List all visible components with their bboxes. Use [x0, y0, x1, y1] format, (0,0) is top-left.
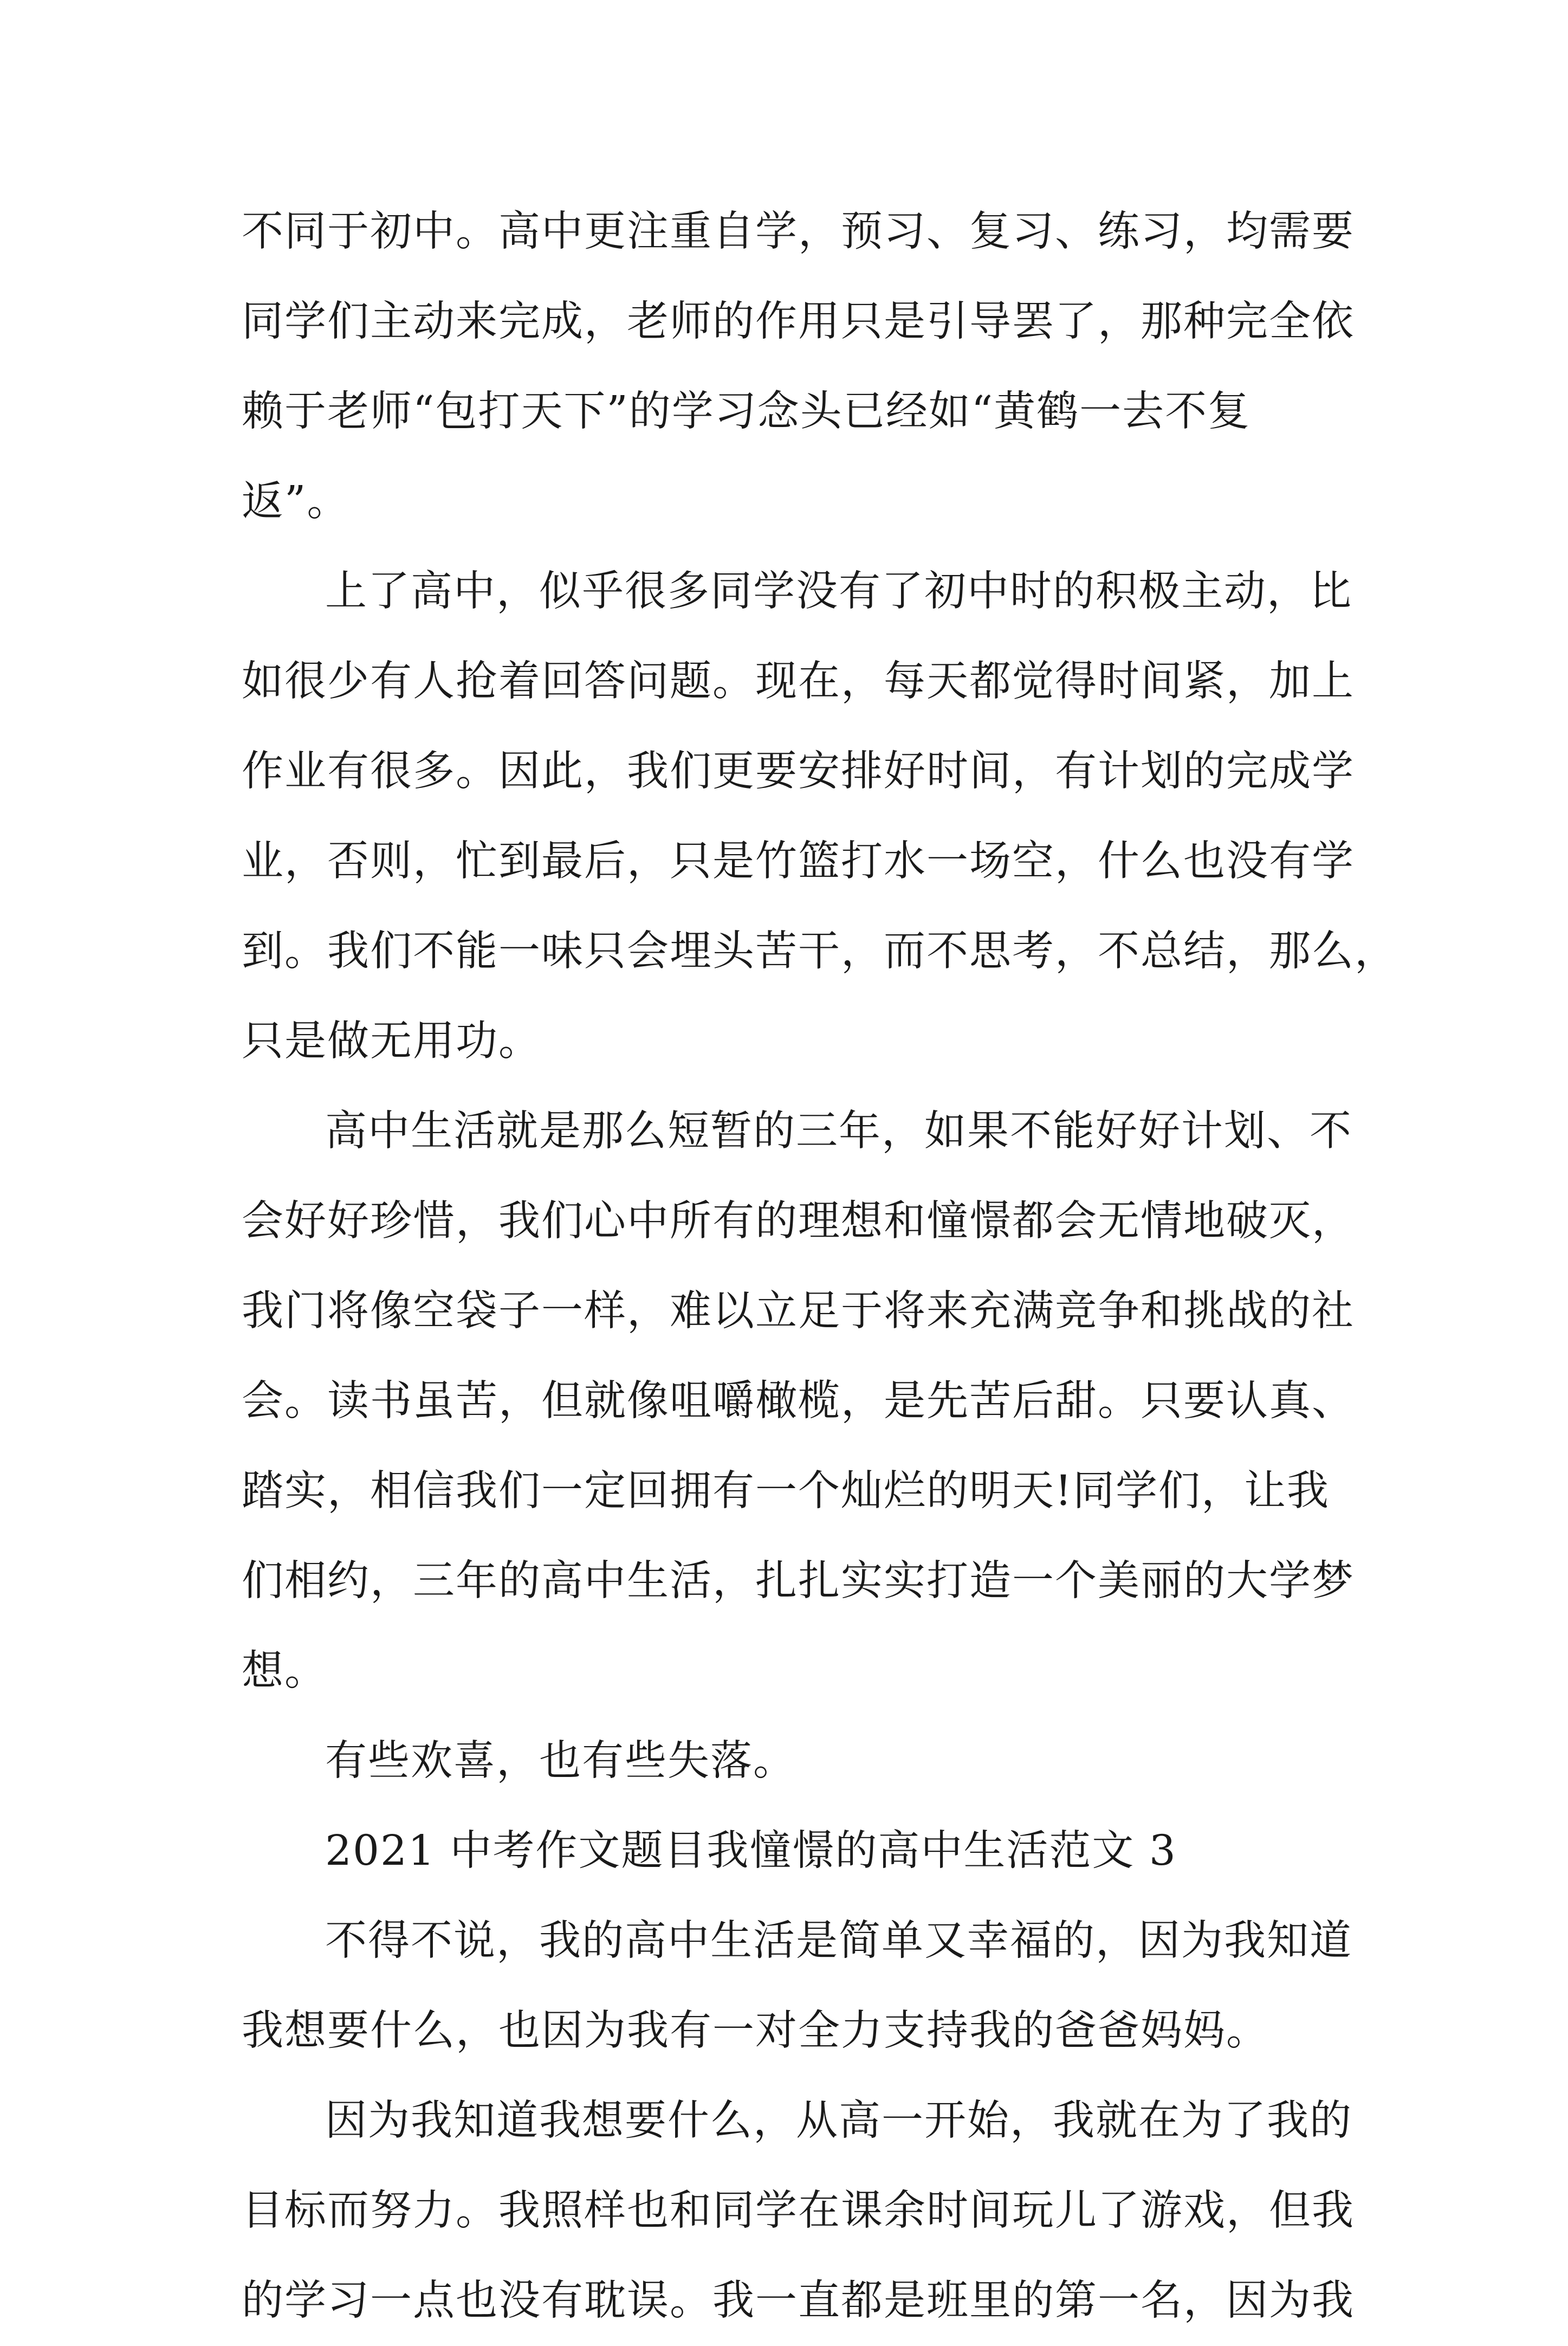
text-line: 们相约，三年的高中生活，扎扎实实打造一个美丽的大学梦 — [242, 1557, 1355, 1605]
paragraph-start-line: 上了高中，似乎很多同学没有了初中时的积极主动，比 — [325, 567, 1352, 616]
section-heading: 2021 中考作文题目我憧憬的高中生活范文 3 — [325, 1827, 1177, 1875]
text-line: 目标而努力。我照样也和同学在课余时间玩儿了游戏，但我 — [242, 2187, 1355, 2235]
text-line: 我门将像空袋子一样，难以立足于将来充满竞争和挑战的社 — [242, 1287, 1355, 1335]
text-line: 会。读书虽苦，但就像咀嚼橄榄，是先苦后甜。只要认真、 — [242, 1377, 1355, 1425]
text-line: 赖于老师“包打天下”的学习念头已经如“黄鹤一去不复 — [242, 387, 1251, 436]
text-line: 不同于初中。高中更注重自学，预习、复习、练习，均需要 — [242, 208, 1355, 256]
text-line: 会好好珍惜，我们心中所有的理想和憧憬都会无情地破灭， — [242, 1197, 1355, 1245]
text-line: 的学习一点也没有耽误。我一直都是班里的第一名，因为我 — [242, 2277, 1355, 2325]
text-line: 踏实，相信我们一定回拥有一个灿烂的明天!同学们，让我 — [242, 1467, 1330, 1515]
text-line: 只是做无用功。 — [242, 1017, 541, 1065]
text-line: 作业有很多。因此，我们更要安排好时间，有计划的完成学 — [242, 747, 1355, 796]
paragraph-start-line: 有些欢喜，也有些失落。 — [325, 1737, 796, 1785]
text-line: 同学们主动来完成，老师的作用只是引导罢了，那种完全依 — [242, 298, 1355, 346]
text-line: 到。我们不能一味只会埋头苦干，而不思考，不总结，那么， — [242, 927, 1397, 975]
text-line: 返”。 — [242, 477, 350, 526]
text-line: 如很少有人抢着回答问题。现在，每天都觉得时间紧，加上 — [242, 657, 1355, 706]
body-text — [242, 187, 1397, 2346]
paragraph-start-line: 因为我知道我想要什么，从高一开始，我就在为了我的 — [325, 2097, 1352, 2145]
paragraph-start-line: 高中生活就是那么短暂的三年，如果不能好好计划、不 — [325, 1107, 1352, 1155]
paragraph-start-line: 不得不说，我的高中生活是简单又幸福的，因为我知道 — [325, 1917, 1352, 1965]
text-line: 想。 — [242, 1647, 327, 1695]
text-line: 我想要什么，也因为我有一对全力支持我的爸爸妈妈。 — [242, 2007, 1269, 2055]
text-line: 业，否则，忙到最后，只是竹篮打水一场空，什么也没有学 — [242, 837, 1355, 886]
